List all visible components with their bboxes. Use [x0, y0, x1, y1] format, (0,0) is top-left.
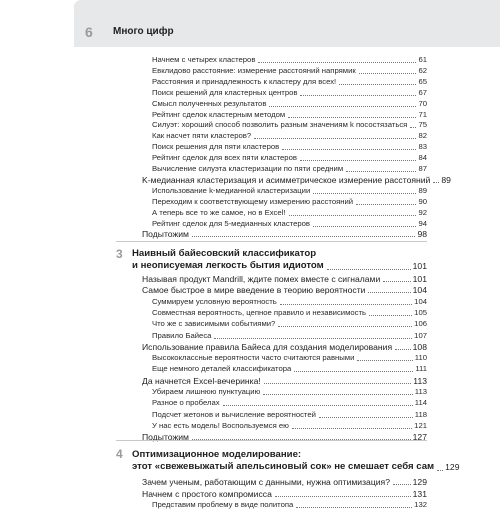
toc-entry-title: Самое быстрое в мире введение в теорию вероятности	[142, 285, 366, 296]
dot-leader	[192, 236, 415, 237]
toc-entry-title: Зачем ученым, работающим с данными, нужна оптимизация?	[142, 477, 390, 487]
toc-entry-title: Начнем с простого компромисса	[142, 488, 272, 499]
dot-leader	[437, 470, 443, 471]
toc-entry-title: Смысл полученных результатов	[152, 98, 267, 108]
toc-entry-page: 83	[418, 142, 427, 152]
toc-entry-page: 113	[413, 375, 427, 386]
toc-entry-title: Расстояния и принадлежность к кластеру для всех!	[152, 76, 337, 86]
toc-entry	[142, 226, 427, 239]
toc-entry-title: Силуэт: хороший способ позволить разным значениям k посостязаться	[152, 120, 408, 130]
toc-entry-page: 89	[418, 185, 427, 195]
toc-entry-page: 104	[414, 296, 427, 306]
toc-entry-page: 129	[412, 477, 427, 487]
toc-entry-page: 127	[412, 432, 427, 443]
toc-entry-page: 61	[418, 55, 427, 64]
chapter-4-title-line2	[132, 461, 460, 473]
dot-leader	[296, 507, 412, 508]
toc-entry-page: 121	[414, 420, 427, 430]
toc-entry-page: 107	[414, 330, 427, 340]
toc-entry-title: Поиск решения для пяти кластеров	[152, 142, 280, 152]
toc-entry-title: Использование правила Байеса для создания моделирования	[142, 341, 393, 352]
toc-entry-page: 114	[414, 398, 427, 408]
toc-entry-title: Начнем с четырех кластеров	[152, 55, 256, 64]
toc-entry-title: Евклидово расстояние: измерение расстояний напрямик	[152, 65, 356, 75]
toc-entry-title: Разное о пробелах	[152, 398, 220, 408]
toc-entry-title: Подытожим	[142, 432, 189, 443]
toc-entry-page: 75	[418, 120, 427, 130]
toc-entry-title: Подытожим	[142, 229, 189, 240]
chapter-4-title-line1: Оптимизационное моделирование:	[132, 449, 302, 460]
toc-entry-page: 65	[418, 76, 427, 86]
toc-entry-page: 84	[418, 153, 427, 163]
toc-entry-title: Высококлассные вероятности часто считаются равными	[152, 353, 355, 363]
toc-entry-title: Представим проблему в виде политопа	[152, 500, 294, 509]
toc-entry-title: Называя продукт Mandrill, ждите помех вместе с сигналами	[142, 274, 381, 284]
header-band	[74, 0, 500, 47]
toc-entry-title: K-медианная кластеризация и асимметрическое измерение расстояний	[142, 174, 431, 185]
toc-entry	[152, 497, 427, 510]
toc-entry-page: 108	[412, 341, 427, 352]
toc-entry-page: 101	[412, 274, 427, 284]
toc-entry-page: 104	[412, 285, 427, 296]
chapter-3-page: 101	[412, 261, 427, 271]
toc-entry-page: 111	[415, 364, 427, 374]
toc-entry-title: Еще немного деталей классификатора	[152, 364, 292, 374]
toc-entry-title: Рейтинг сделок для 5-медианных кластеров	[152, 218, 311, 228]
page-number: 6	[85, 24, 93, 40]
toc-entry-title: Правило Байеса	[152, 330, 212, 340]
toc-entry-title: Вычисление силуэта кластеризации по пяти средним	[152, 164, 344, 173]
toc-entry-page: 71	[418, 109, 427, 119]
toc-entry-page: 118	[414, 409, 427, 419]
chapter-3-rule	[116, 241, 427, 242]
toc-entry-page: 131	[412, 488, 427, 499]
toc-entry-page: 92	[418, 207, 427, 217]
chapter-4-rule	[116, 440, 427, 441]
chapter-4-page: 129	[445, 462, 460, 472]
dot-leader	[327, 269, 411, 270]
toc-entry-page: 87	[418, 164, 427, 173]
toc-entry-page: 110	[414, 353, 427, 363]
toc-entry-title: Рейтинг сделок кластерным методом	[152, 109, 286, 119]
toc-entry-title: Да начнется Excel-вечеринка!	[142, 375, 261, 386]
toc-entry-page: 94	[418, 218, 427, 228]
toc-entry-page: 67	[418, 87, 427, 97]
dot-leader	[433, 182, 439, 183]
toc-entry-title: Убираем лишнюю пунктуацию	[152, 387, 261, 396]
toc-entry-title: Поиск решений для кластерных центров	[152, 87, 298, 97]
toc-entry-page: 98	[417, 229, 427, 240]
toc-entry-page: 82	[418, 131, 427, 141]
toc-entry-page: 106	[414, 319, 427, 329]
toc-entry-page: 89	[441, 174, 451, 185]
chapter-3-title-line1: Наивный байесовский классификатор	[132, 248, 317, 259]
toc-entry-page: 105	[414, 307, 427, 317]
toc-entry-title: Совместная вероятность, цепное правило и независимость	[152, 307, 367, 317]
toc-entry-title: У нас есть модель! Воспользуемся ею	[152, 420, 289, 430]
toc-entry-page: 90	[418, 196, 427, 206]
toc-entry-title: А теперь все то же самое, но в Excel!	[152, 207, 286, 217]
toc-entry-page: 132	[414, 500, 427, 509]
chapter-3-number: 3	[116, 247, 123, 261]
toc-entry-title: Что же с зависимыми событиями?	[152, 319, 276, 329]
toc-entry-title: Использование k-медианной кластеризации	[152, 185, 311, 195]
chapter-3-title-text: и неописуемая легкость бытия идиотом	[132, 260, 324, 271]
chapter-4-title-text: этот «свежевыжатый апельсиновый сок» не смешает себя сам	[132, 461, 435, 472]
toc-entry-title: Рейтинг сделок для всех пяти кластеров	[152, 153, 297, 163]
toc-entry-title: Как насчет пяти кластеров?	[152, 131, 252, 141]
toc-entry-page: 113	[414, 387, 427, 396]
chapter-4-number: 4	[116, 447, 123, 461]
toc-entry-title: Подсчет жетонов и вычисление вероятностей	[152, 409, 316, 419]
toc-entry-title: Суммируем условную вероятность	[152, 296, 277, 306]
toc-entry-title: Переходим к соответствующему измерению расстояний	[152, 196, 354, 206]
running-title: Много цифр	[113, 26, 174, 37]
toc-entry-page: 70	[418, 98, 427, 108]
toc-entry-page: 62	[418, 65, 427, 75]
